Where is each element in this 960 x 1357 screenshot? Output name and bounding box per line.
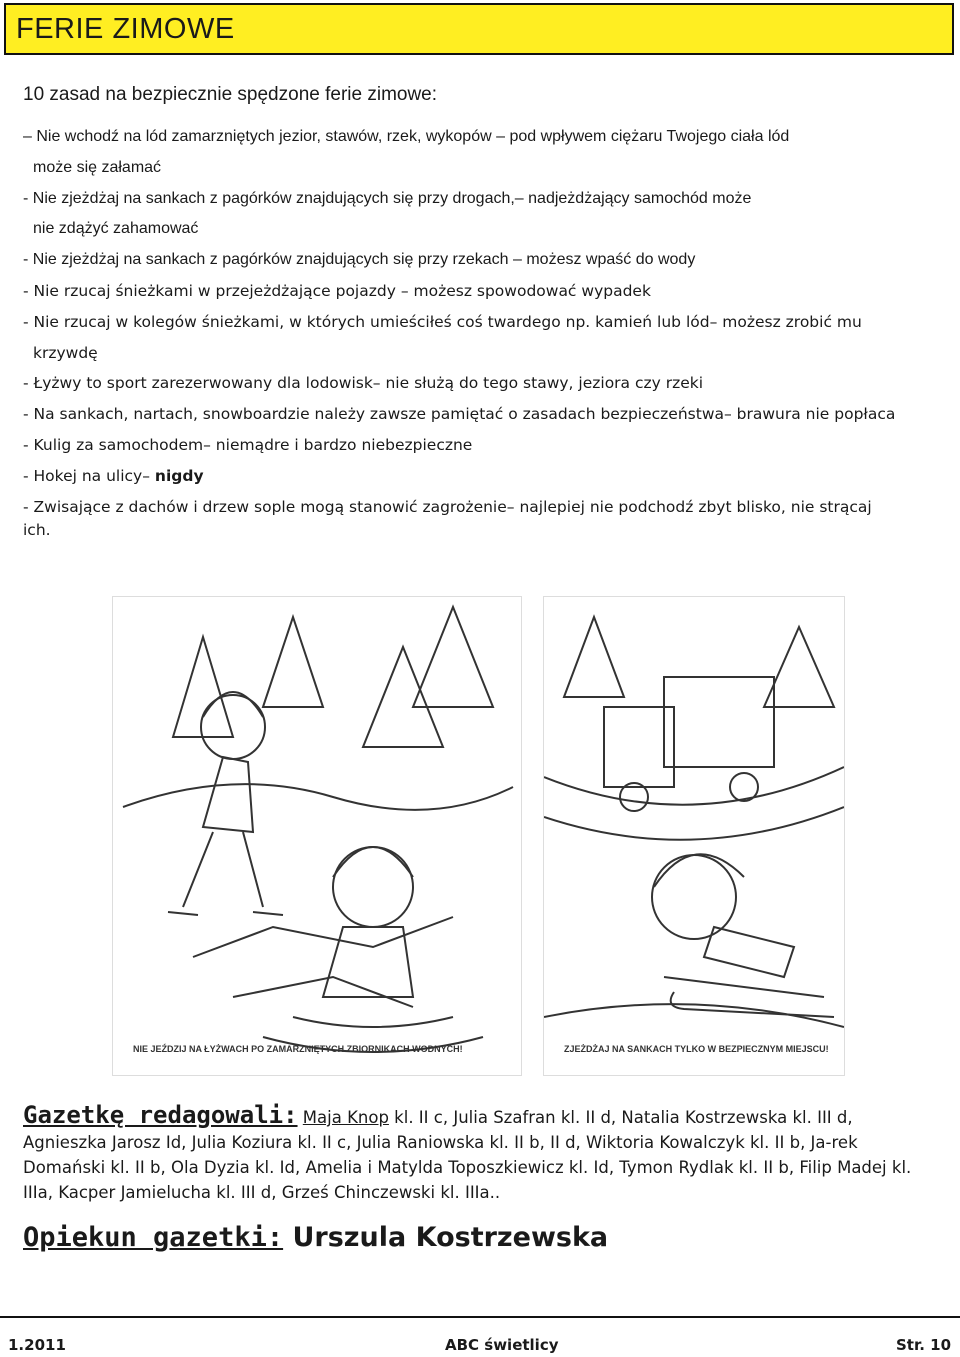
- rule-item: [23, 245, 938, 276]
- rules-list: [23, 122, 938, 542]
- rule-line: nie zdążyć zahamować: [33, 220, 199, 238]
- sledding-illustration: [543, 596, 845, 1076]
- skater-body: [203, 757, 253, 832]
- rule-line: - Nie zjeżdżaj na sankach z pagórków znajdujących się przy rzekach – możesz wpaść do wody: [23, 251, 696, 269]
- rule-item: [23, 276, 938, 307]
- editor-line: [23, 1222, 608, 1253]
- rules-heading: 10 zasad na bezpiecznie spędzone ferie zimowe:: [23, 84, 438, 105]
- rule-item: [23, 399, 938, 430]
- snow-bank: [123, 784, 513, 810]
- rule-line: - Łyżwy to sport zarezerwowany dla lodowisk– nie służą do tego stawy, jeziora czy rzeki: [23, 374, 704, 393]
- rule-item: [23, 122, 938, 184]
- snow-hill: [544, 1004, 844, 1027]
- rule-line: - Nie rzucaj śnieżkami w przejeżdżające pojazdy – możesz spowodować wypadek: [23, 281, 651, 300]
- footer-page: Str. 10: [896, 1336, 952, 1354]
- rule-line: krzywdę: [33, 343, 98, 362]
- rule-emphasis: nigdy: [154, 466, 204, 485]
- sled: [664, 977, 834, 1017]
- sledder-head: [652, 855, 736, 939]
- footer-title: ABC świetlicy: [445, 1336, 559, 1354]
- editor-label: Opiekun gazetki:: [23, 1222, 284, 1253]
- tree-shape: [413, 607, 493, 707]
- child-hat: [333, 847, 413, 877]
- credits-label: Gazetkę redagowali:: [23, 1101, 298, 1129]
- rule-item: [23, 368, 938, 399]
- left-caption: NIE JEŹDZIJ NA ŁYŻWACH PO ZAMARZNIĘTYCH ZBIORNIKACH WODNYCH!: [133, 1044, 463, 1054]
- child-head: [333, 847, 413, 927]
- editor-name: Urszula Kostrzewska: [292, 1222, 609, 1253]
- rule-line: - Zwisające z dachów i drzew sople mogą stanowić zagrożenie– najlepiej nie podchodź zbyt blisko, nie strącaj: [23, 497, 872, 516]
- rule-item: [23, 307, 938, 369]
- rule-item: [23, 461, 938, 492]
- skating-illustration: [112, 596, 522, 1076]
- rule-line: - Nie rzucaj w kolegów śnieżkami, w których umieściłeś coś twardego np. kamień lub lód– możesz zrobić mu: [23, 312, 862, 331]
- credits: [23, 1103, 923, 1205]
- footer-date: 1.2011: [8, 1336, 66, 1354]
- rule-line: [23, 461, 938, 492]
- right-caption: ZJEŻDŻAJ NA SANKACH TYLKO W BEZPIECZNYM MIEJSCU!: [564, 1044, 829, 1054]
- truck-cargo: [664, 677, 774, 767]
- page-title: FERIE ZIMOWE: [16, 13, 235, 45]
- rule-item: [23, 184, 938, 246]
- rule-line: - Nie zjeżdżaj na sankach z pagórków znajdujących się przy drogach,– nadjeżdżający samochód może: [23, 189, 752, 207]
- tree-shape: [263, 617, 323, 707]
- skate-blade: [168, 912, 283, 915]
- rule-line: – Nie wchodź na lód zamarzniętych jezior, stawów, rzek, wykopów – pod wpływem ciężaru Twojego ciała lód: [23, 128, 790, 145]
- rule-line: ich.: [23, 520, 51, 539]
- footer-divider: [0, 1316, 960, 1318]
- sledder-hat: [654, 854, 744, 887]
- rule-line: może się załamać: [33, 158, 162, 176]
- title-banner: [4, 3, 954, 55]
- rule-item: [23, 496, 938, 542]
- rule-line: - Kulig za samochodem– niemądre i bardzo niebezpieczne: [23, 435, 473, 454]
- tree-shape: [173, 637, 233, 737]
- credits-names: kl. II c, Julia Szafran kl. II d, Natalia Kostrzewska kl. III d, Agnieszka Jarosz Id, Julia Koziura kl. II c, Julia Raniowska kl. II b, II d, Wiktoria Kowalczyk kl. II b, Ja-rek Domański kl. II b, Ola Dyzia kl. Id, Amelia i Matylda Toposzkiewicz kl. Id, Tymon Rydlak kl. II b, Filip Madej kl. IIIa, Kacper Jamielucha kl. III d, Grześ Chinczewski kl. IIIa..: [23, 1108, 912, 1202]
- rule-item: [23, 430, 938, 461]
- tree-shape: [564, 617, 624, 697]
- skater-legs: [183, 832, 263, 907]
- rule-text: - Hokej na ulicy–: [23, 466, 155, 485]
- sledder-body: [704, 927, 794, 977]
- road: [544, 767, 844, 840]
- credits-first-name: Maja Knop: [302, 1108, 389, 1127]
- rule-line: - Na sankach, nartach, snowboardzie należy zawsze pamiętać o zasadach bezpieczeństwa– brawura nie popłaca: [23, 405, 896, 424]
